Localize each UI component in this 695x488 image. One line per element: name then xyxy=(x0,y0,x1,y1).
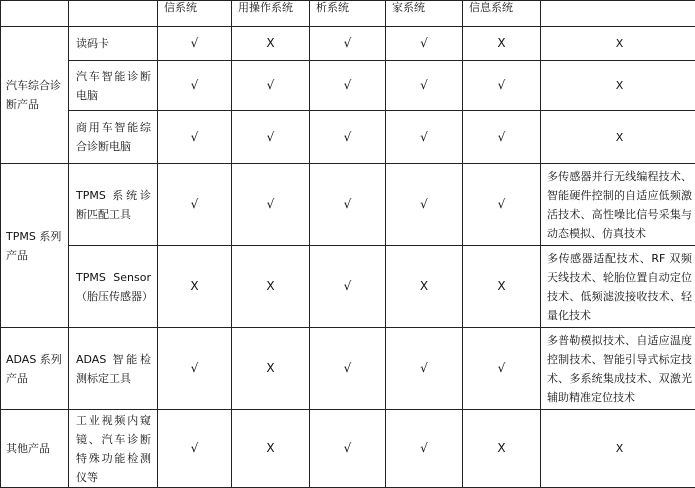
mark-cell: √ xyxy=(158,27,232,61)
header-cell: 信系统 xyxy=(158,1,232,27)
mark-cell: √ xyxy=(158,328,232,410)
product-cell: TPMS Sensor（胎压传感器） xyxy=(69,246,158,328)
product-cell: 工业视频内窥镜、汽车诊断特殊功能检测仪等 xyxy=(69,410,158,488)
mark-cell: X xyxy=(158,246,232,328)
header-cell: 用操作系统 xyxy=(232,1,310,27)
mark-cell: √ xyxy=(158,164,232,246)
header-cell xyxy=(69,1,158,27)
mark-cell: √ xyxy=(310,164,386,246)
mark-cell: √ xyxy=(386,410,463,488)
mark-cell: √ xyxy=(386,164,463,246)
note-cell: X xyxy=(541,61,695,111)
mark-cell: √ xyxy=(310,27,386,61)
mark-cell: √ xyxy=(158,61,232,111)
category-cell: 汽车综合诊断产品 xyxy=(1,27,69,164)
mark-cell: √ xyxy=(463,111,541,164)
mark-cell: √ xyxy=(158,111,232,164)
mark-cell: X xyxy=(232,328,310,410)
mark-cell: √ xyxy=(232,164,310,246)
mark-cell: √ xyxy=(158,410,232,488)
product-cell: 汽车智能诊断电脑 xyxy=(69,61,158,111)
mark-cell: √ xyxy=(232,111,310,164)
mark-cell: √ xyxy=(232,61,310,111)
mark-cell: √ xyxy=(310,328,386,410)
mark-cell: √ xyxy=(386,27,463,61)
header-cell: 析系统 xyxy=(310,1,386,27)
mark-cell: √ xyxy=(386,328,463,410)
category-cell: TPMS 系列产品 xyxy=(1,164,69,328)
mark-cell: √ xyxy=(310,61,386,111)
mark-cell: X xyxy=(386,246,463,328)
note-cell: X xyxy=(541,410,695,488)
category-cell: 其他产品 xyxy=(1,410,69,488)
mark-cell: √ xyxy=(310,111,386,164)
table-row xyxy=(1,27,695,61)
mark-cell: X xyxy=(463,410,541,488)
note-cell: X xyxy=(541,27,695,61)
mark-cell: X xyxy=(232,27,310,61)
mark-cell: X xyxy=(232,410,310,488)
header-row xyxy=(1,1,695,27)
mark-cell: √ xyxy=(310,410,386,488)
header-cell xyxy=(541,1,695,27)
mark-cell: √ xyxy=(463,164,541,246)
mark-cell: X xyxy=(463,27,541,61)
mark-cell: √ xyxy=(386,61,463,111)
mark-cell: X xyxy=(463,246,541,328)
mark-cell: √ xyxy=(386,111,463,164)
note-cell: 多普勒模拟技术、自适应温度控制技术、智能引导式标定技术、多系统集成技术、双激光辅助精准定位技术 xyxy=(541,328,695,410)
header-cell xyxy=(1,1,69,27)
product-cell: ADAS 智能检测标定工具 xyxy=(69,328,158,410)
table-row xyxy=(1,61,695,111)
table-row xyxy=(1,164,695,246)
mark-cell: √ xyxy=(463,328,541,410)
table-row xyxy=(1,246,695,328)
mark-cell: √ xyxy=(463,61,541,111)
note-cell: 多传感器并行无线编程技术、智能硬件控制的自适应低频激活技术、高性噪比信号采集与动态模拟、仿真技术 xyxy=(541,164,695,246)
mark-cell: √ xyxy=(310,246,386,328)
note-cell: X xyxy=(541,111,695,164)
table-row xyxy=(1,410,695,488)
product-cell: 商用车智能综合诊断电脑 xyxy=(69,111,158,164)
product-cell: 读码卡 xyxy=(69,27,158,61)
table-row xyxy=(1,328,695,410)
table-row xyxy=(1,111,695,164)
mark-cell: X xyxy=(232,246,310,328)
product-cell: TPMS 系统诊断匹配工具 xyxy=(69,164,158,246)
category-cell: ADAS 系列产品 xyxy=(1,328,69,410)
note-cell: 多传感器适配技术、RF 双频天线技术、轮胎位置自动定位技术、低频滤波接收技术、轻量化技术 xyxy=(541,246,695,328)
header-cell: 家系统 xyxy=(386,1,463,27)
header-cell: 信息系统 xyxy=(463,1,541,27)
